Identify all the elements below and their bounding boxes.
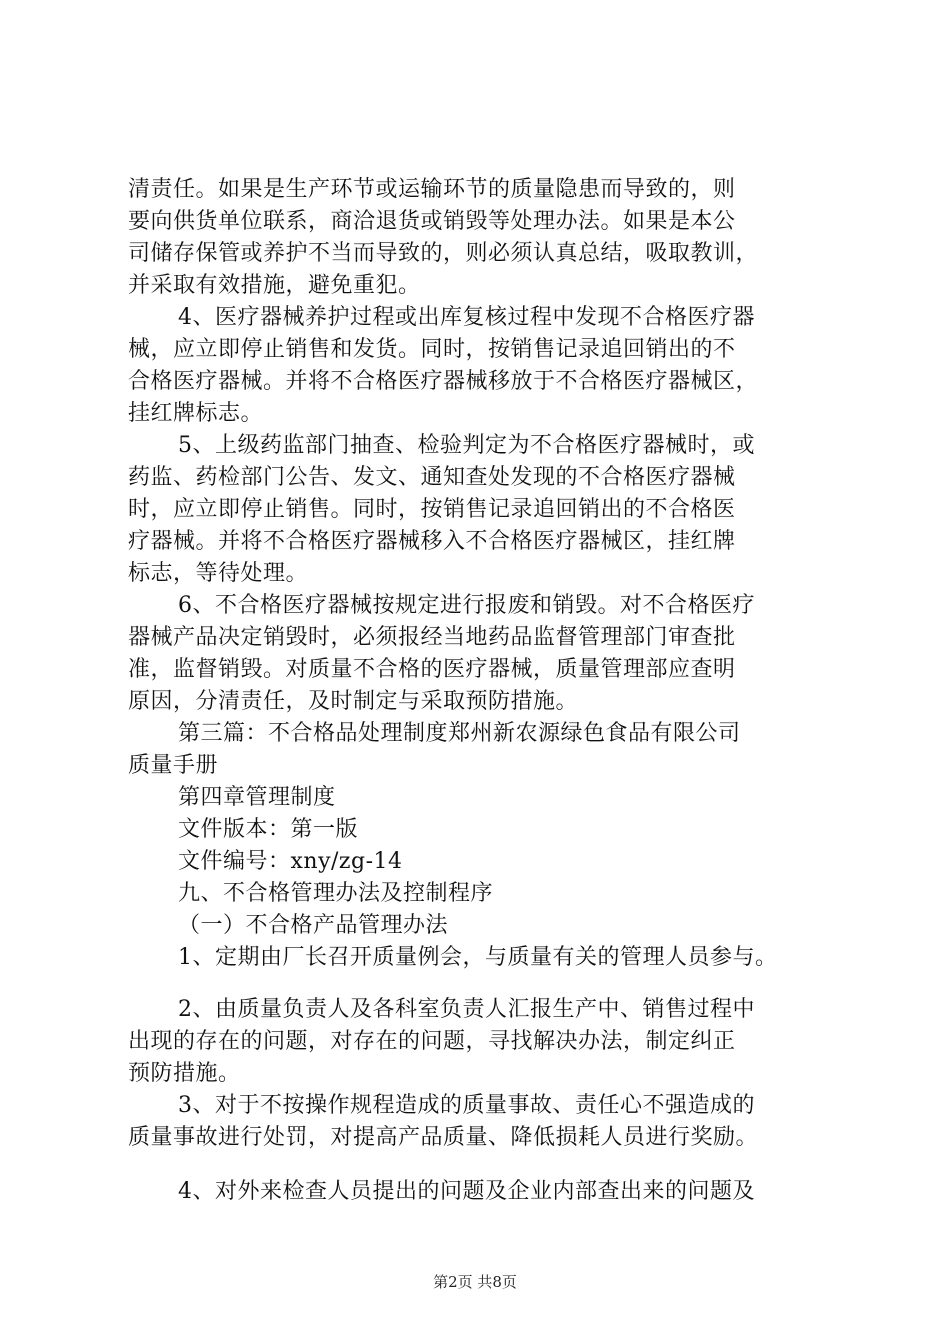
text-line: 3、对于不按操作规程造成的质量事故、责任心不强造成的	[178, 1093, 755, 1118]
chapter-title: 第四章管理制度	[178, 785, 336, 810]
text-line: 1、定期由厂长召开质量例会，与质量有关的管理人员参与。	[178, 945, 778, 970]
text-line: 质量事故进行处罚，对提高产品质量、降低损耗人员进行奖励。	[128, 1125, 759, 1150]
text-line: 挂红牌标志。	[128, 401, 264, 426]
text-line: 预防措施。	[128, 1061, 241, 1086]
file-number: 文件编号：xny/zg-14	[178, 849, 403, 874]
text-line: 标志，等待处理。	[128, 561, 309, 586]
text-line: 时，应立即停止销售。同时，按销售记录追回销出的不合格医	[128, 497, 736, 522]
text-line: 司储存保管或养护不当而导致的，则必须认真总结，吸取教训，	[128, 241, 759, 266]
file-version: 文件版本：第一版	[178, 817, 359, 842]
text-line: 5、上级药监部门抽查、检验判定为不合格医疗器械时，或	[178, 433, 755, 458]
text-line: 并采取有效措施，避免重犯。	[128, 273, 421, 298]
text-line: 器械产品决定销毁时，必须报经当地药品监督管理部门审查批	[128, 625, 736, 650]
page-footer: 第2页 共8页	[433, 1273, 517, 1291]
text-line: 准，监督销毁。对质量不合格的医疗器械，质量管理部应查明	[128, 657, 736, 682]
text-line: 械，应立即停止销售和发货。同时，按销售记录追回销出的不	[128, 337, 736, 362]
text-line: 4、医疗器械养护过程或出库复核过程中发现不合格医疗器	[178, 305, 755, 330]
text-line: 出现的存在的问题，对存在的问题，寻找解决办法，制定纠正	[128, 1029, 736, 1054]
text-line: 要向供货单位联系，商洽退货或销毁等处理办法。如果是本公	[128, 209, 736, 234]
text-line: 4、对外来检查人员提出的问题及企业内部查出来的问题及	[178, 1179, 755, 1204]
text-line: 合格医疗器械。并将不合格医疗器械移放于不合格医疗器械区，	[128, 369, 759, 394]
text-line: 药监、药检部门公告、发文、通知查处发现的不合格医疗器械	[128, 465, 736, 490]
text-line: 疗器械。并将不合格医疗器械移入不合格医疗器械区，挂红牌	[128, 529, 736, 554]
text-line: 清责任。如果是生产环节或运输环节的质量隐患而导致的，则	[128, 177, 736, 202]
document-body	[128, 174, 840, 1208]
section-heading: 第三篇：不合格品处理制度郑州新农源绿色食品有限公司	[178, 721, 741, 746]
text-line: 质量手册	[128, 753, 219, 778]
text-line: 原因，分清责任，及时制定与采取预防措施。	[128, 689, 579, 714]
text-line: 2、由质量负责人及各科室负责人汇报生产中、销售过程中	[178, 997, 755, 1022]
subsection-heading: 九、不合格管理办法及控制程序	[178, 881, 494, 906]
text-line: 6、不合格医疗器械按规定进行报废和销毁。对不合格医疗	[178, 593, 755, 618]
subsection-heading: （一）不合格产品管理办法	[178, 913, 449, 938]
